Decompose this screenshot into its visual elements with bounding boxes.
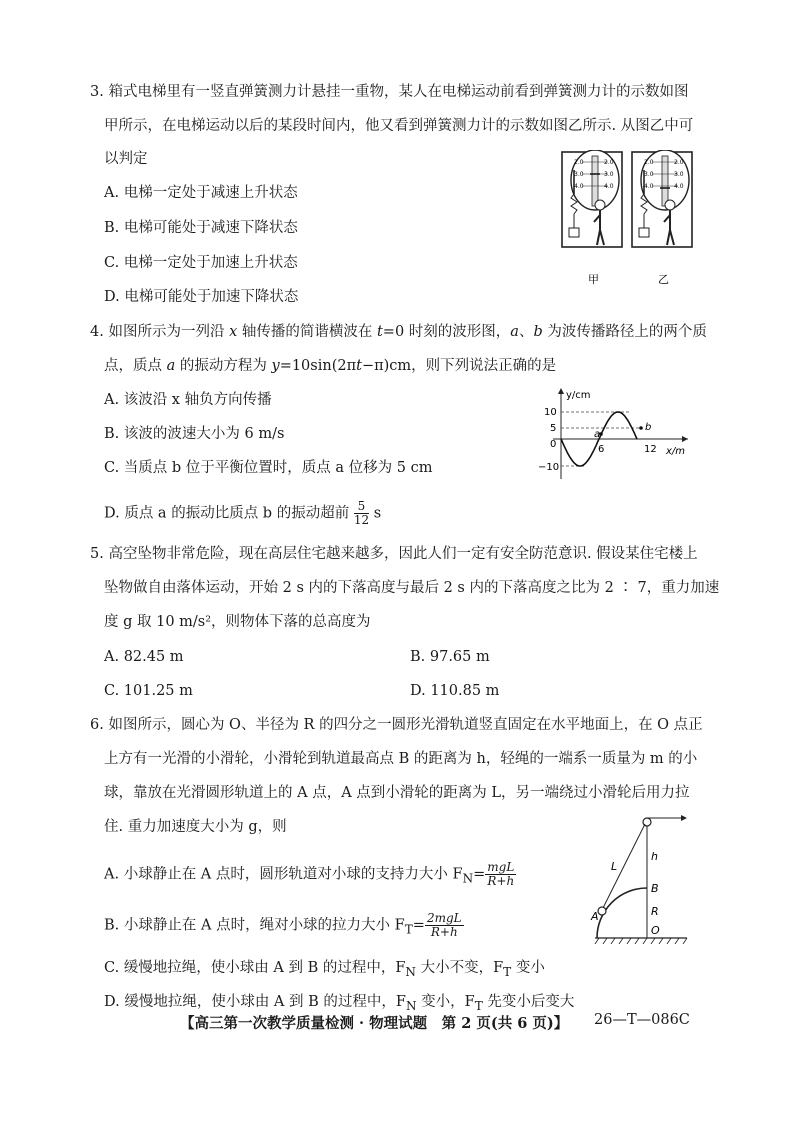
q4-s2b: a [166, 358, 176, 374]
scale-yi-mid-r: 3.0 [674, 171, 684, 178]
frac-den: R+h [430, 925, 458, 939]
q6-optb-fraction [425, 912, 464, 939]
q6-stem-line4: 住. 重力加速度大小为 g，则 [104, 819, 287, 835]
frac-den: R+h [487, 874, 515, 888]
scale-jia-bot-r: 4.0 [604, 183, 614, 190]
graph-xlabel: x/m [666, 446, 686, 457]
q6-optd-a: D. 缓慢地拉绳，使小球由 A 到 B 的过程中，F [104, 994, 406, 1010]
q4-option-c: C. 当质点 b 位于平衡位置时，质点 a 位移为 5 cm [104, 460, 433, 476]
q4-s1d: t [376, 324, 383, 340]
q4-s2e: =10sin(2π [279, 358, 357, 374]
q4-s2f: t [356, 358, 362, 374]
q6-option-b [104, 912, 464, 939]
q5-option-c: C. 101.25 m [104, 683, 193, 699]
frac-num: 2mgL [426, 911, 462, 925]
q6-optc-e: 变小 [511, 960, 545, 976]
label-yi: 乙 [658, 273, 669, 286]
tick-yn10: −10 [538, 462, 560, 473]
q4-s2g: −π)cm，则下列说法正确的是 [361, 358, 557, 374]
scale-yi-top: 2.0 [644, 159, 654, 166]
q4-s1i: 为波传播路径上的两个质 [542, 324, 707, 340]
q4-s1c: 轴传播的简谐横波在 [237, 324, 377, 340]
q4-s1a: 4. 如图所示为一列沿 [90, 324, 230, 340]
q4-s1b: x [229, 324, 238, 340]
q4-s1e: =0 时刻的波形图， [382, 324, 511, 340]
q6-optb-text: B. 小球静止在 A 点时，绳对小球的拉力大小 F [104, 917, 405, 934]
footer-title: 【高三第一次教学质量检测 · 物理试题 第 2 页(共 6 页)】 [180, 1015, 569, 1032]
label-h: h [651, 850, 658, 863]
q6-optc-m: 大小不变，F [416, 960, 504, 976]
q6-option-a [104, 861, 516, 888]
q6-optc-a: C. 缓慢地拉绳，使小球由 A 到 B 的过程中，F [104, 960, 406, 976]
q4-s2a: 点，质点 [104, 358, 167, 374]
q3-stem-line1: 3. 箱式电梯里有一竖直弹簧测力计悬挂一重物，某人在电梯运动前看到弹簧测力计的示数如图 [90, 84, 689, 100]
tick-x12: 12 [644, 444, 657, 455]
scale-jia-top-r: 2.0 [604, 159, 614, 166]
q4-stem-line2 [104, 356, 556, 376]
label-R: R [651, 905, 659, 918]
q5-option-a: A. 82.45 m [104, 649, 184, 665]
scale-yi-bot: 4.0 [644, 183, 654, 190]
q6-stem-line1: 6. 如图所示，圆心为 O、半径为 R 的四分之一圆形光滑轨道竖直固定在水平地面上，在 O 点正 [90, 717, 703, 733]
q4-option-d [104, 500, 381, 527]
q3-option-d: D. 电梯可能处于加速下降状态 [104, 289, 299, 305]
q3-stem-line2: 甲所示，在电梯运动以后的某段时间内，他又看到弹簧测力计的示数如图乙所示. 从图乙中可 [104, 118, 694, 134]
scale-yi-top-r: 2.0 [674, 159, 684, 166]
q4-wave-graph [528, 384, 693, 484]
q6-opta-eq: = [473, 866, 486, 883]
q6-opta-sub: N [462, 871, 474, 886]
q3-option-b: B. 电梯可能处于减速下降状态 [104, 220, 298, 236]
q6-optd-e: 先变小后变大 [482, 994, 575, 1010]
q4-stem-line1 [90, 322, 707, 342]
scale-jia-bot: 4.0 [574, 183, 584, 190]
tick-y0: 0 [550, 439, 557, 450]
q6-optd-s2: T [474, 998, 483, 1013]
q3-spring-scale-figure [560, 150, 695, 290]
q6-optd-s1: N [405, 998, 417, 1013]
scale-yi-bot-r: 4.0 [674, 183, 684, 190]
q4-option-a: A. 该波沿 x 轴负方向传播 [104, 392, 272, 408]
q5-option-d: D. 110.85 m [410, 683, 500, 699]
q6-stem-line2: 上方有一光滑的小滑轮，小滑轮到轨道最高点 B 的距离为 h，轻绳的一端系一质量为 m 的小 [104, 751, 698, 767]
tick-y10: 10 [544, 407, 557, 418]
rope-segment-L [603, 824, 645, 908]
tick-y5: 5 [550, 423, 557, 434]
label-A: A [591, 910, 599, 923]
tick-x6: 6 [598, 444, 605, 455]
frac-den: 12 [353, 513, 370, 527]
q6-stem-line3: 球，靠放在光滑圆形轨道上的 A 点，A 点到小滑轮的距离为 L，另一端绕过小滑轮后用力拉 [104, 785, 690, 801]
scale-yi-mid: 3.0 [644, 171, 654, 178]
label-O: O [651, 924, 660, 937]
ball-icon [598, 907, 606, 915]
q5-option-b: B. 97.65 m [410, 649, 490, 665]
label-L: L [611, 860, 618, 873]
q4-s1h: b [533, 324, 543, 340]
q3-option-a: A. 电梯一定处于减速上升状态 [104, 185, 298, 201]
q6-optb-sub: T [404, 922, 413, 937]
label-a: a [594, 429, 601, 440]
q5-stem-line1: 5. 高空坠物非常危险，现在高层住宅越来越多，因此人们一定有安全防范意识. 假设某住宅楼上 [90, 546, 698, 562]
scale-jia-top: 2.0 [574, 159, 584, 166]
scale-jia-mid-r: 3.0 [604, 171, 614, 178]
q4-s1f: a [510, 324, 519, 340]
q4-s1g: 、 [518, 324, 534, 340]
q4-optd-unit: s [369, 505, 382, 522]
label-b: b [645, 422, 652, 433]
q6-optb-eq: = [412, 917, 425, 934]
q6-track-figure [585, 812, 695, 947]
scale-jia-mid: 3.0 [574, 171, 584, 178]
q5-stem-line2: 坠物做自由落体运动，开始 2 s 内的下落高度与最后 2 s 内的下落高度之比为 2 ∶ 7，重力加速 [104, 580, 720, 596]
q4-optd-fraction [354, 500, 369, 527]
q4-s2c: 的振动方程为 [175, 358, 272, 374]
q4-s2d: y [271, 358, 280, 374]
q6-opta-text: A. 小球静止在 A 点时，圆形轨道对小球的支持力大小 F [104, 866, 463, 883]
q6-optc-s2: T [503, 964, 512, 979]
q6-optd-m: 变小，F [416, 994, 475, 1010]
label-jia: 甲 [588, 273, 599, 286]
figure-jia [562, 150, 622, 247]
label-B: B [651, 882, 659, 895]
q4-optd-text: D. 质点 a 的振动比质点 b 的振动超前 [104, 505, 350, 522]
q5-stem-line3: 度 g 取 10 m/s²，则物体下落的总高度为 [104, 614, 371, 630]
footer-code: 26—T—086C [594, 1012, 690, 1028]
frac-num: 5 [354, 500, 369, 514]
q6-optc-s1: N [405, 964, 416, 979]
frac-num: mgL [487, 860, 515, 874]
q3-stem-line3: 以判定 [104, 151, 148, 167]
q6-opta-fraction [485, 861, 516, 888]
q4-option-b: B. 该波的波速大小为 6 m/s [104, 426, 285, 442]
graph-ylabel: y/cm [566, 390, 591, 401]
q3-option-c: C. 电梯一定处于加速上升状态 [104, 255, 298, 271]
point-b [639, 426, 643, 430]
q6-option-c [104, 958, 545, 982]
figure-yi [632, 150, 692, 247]
